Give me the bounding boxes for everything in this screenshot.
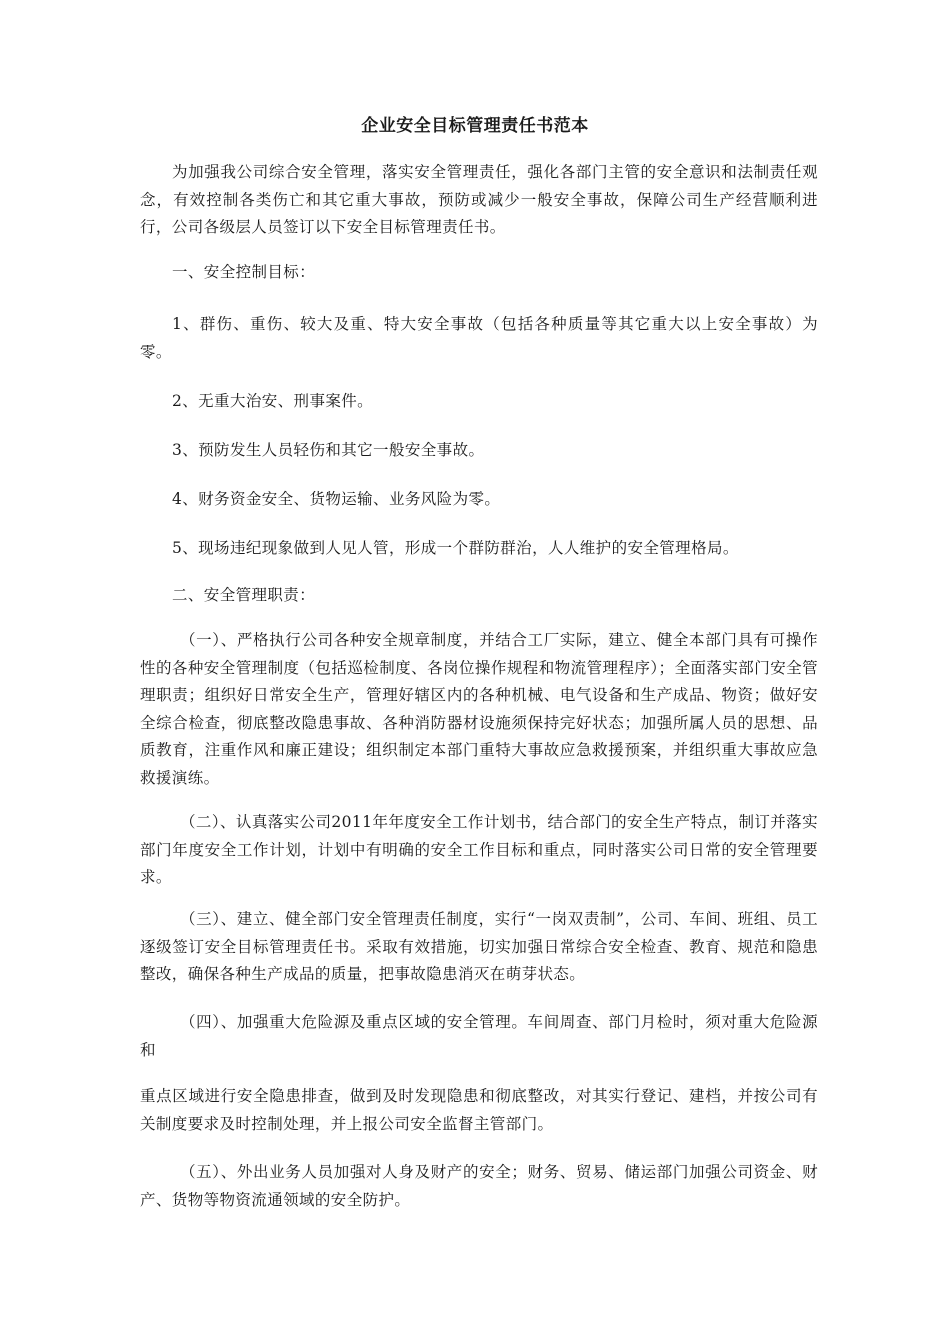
goal-item-5: 5、现场违纪现象做到人见人管，形成一个群防群治，人人维护的安全管理格局。 [172,539,739,557]
duty-item-4-continued: 重点区域进行安全隐患排查，做到及时发现隐患和彻底整改，对其实行登记、建档，并按公司有关制度要求及时控制处理，并上报公司安全监督主管部门。 [140,1087,818,1133]
duty-item-4: （四）、加强重大危险源及重点区域的安全管理。车间周查、部门月检时，须对重大危险源和 [140,1013,818,1059]
goal-item-2: 2、无重大治安、刑事案件。 [172,392,374,410]
duty-item-3: （三）、建立、健全部门安全管理责任制度，实行“一岗双责制”，公司、车间、班组、员工逐级签订安全目标管理责任书。采取有效措施，切实加强日常综合安全检查、教育、规范和隐患整改，确保各种生产成品的质量，把事故隐患消灭在萌芽状态。 [140,910,818,984]
duty-item-1: （一）、严格执行公司各种安全规章制度，并结合工厂实际，建立、健全本部门具有可操作性的各种安全管理制度（包括巡检制度、各岗位操作规程和物流管理程序）；全面落实部门安全管理职责；组织好日常安全生产，管理好辖区内的各种机械、电气设备和生产成品、物资；做好安全综合检查，彻底整改隐患事故、各种消防器材设施须保持完好状态；加强所属人员的思想、品质教育，注重作风和廉正建设；组织制定本部门重特大事故应急救援预案，并组织重大事故应急救援演练。 [140,631,818,787]
duty-item-2: （二）、认真落实公司2011年年度安全工作计划书，结合部门的安全生产特点，制订并落实部门年度安全工作计划，计划中有明确的安全工作目标和重点，同时落实公司日常的安全管理要求。 [140,813,818,887]
goal-item-1: 1、群伤、重伤、较大及重、特大安全事故（包括各种质量等其它重大以上安全事故）为零。 [140,315,818,361]
document-title: 企业安全目标管理责任书范本 [361,116,589,136]
goal-item-4: 4、财务资金安全、货物运输、业务风险为零。 [172,490,501,508]
section1-heading: 一、安全控制目标： [172,263,316,281]
intro-paragraph: 为加强我公司综合安全管理，落实安全管理责任，强化各部门主管的安全意识和法制责任观念，有效控制各类伤亡和其它重大事故，预防或减少一般安全事故，保障公司生产经营顺利进行，公司各级层人员签订以下安全目标管理责任书。 [140,163,818,237]
section2-heading: 二、安全管理职责： [172,586,316,604]
duty-item-5: （五）、外出业务人员加强对人身及财产的安全；财务、贸易、储运部门加强公司资金、财产、货物等物资流通领域的安全防护。 [140,1163,818,1209]
goal-item-3: 3、预防发生人员轻伤和其它一般安全事故。 [172,441,485,459]
